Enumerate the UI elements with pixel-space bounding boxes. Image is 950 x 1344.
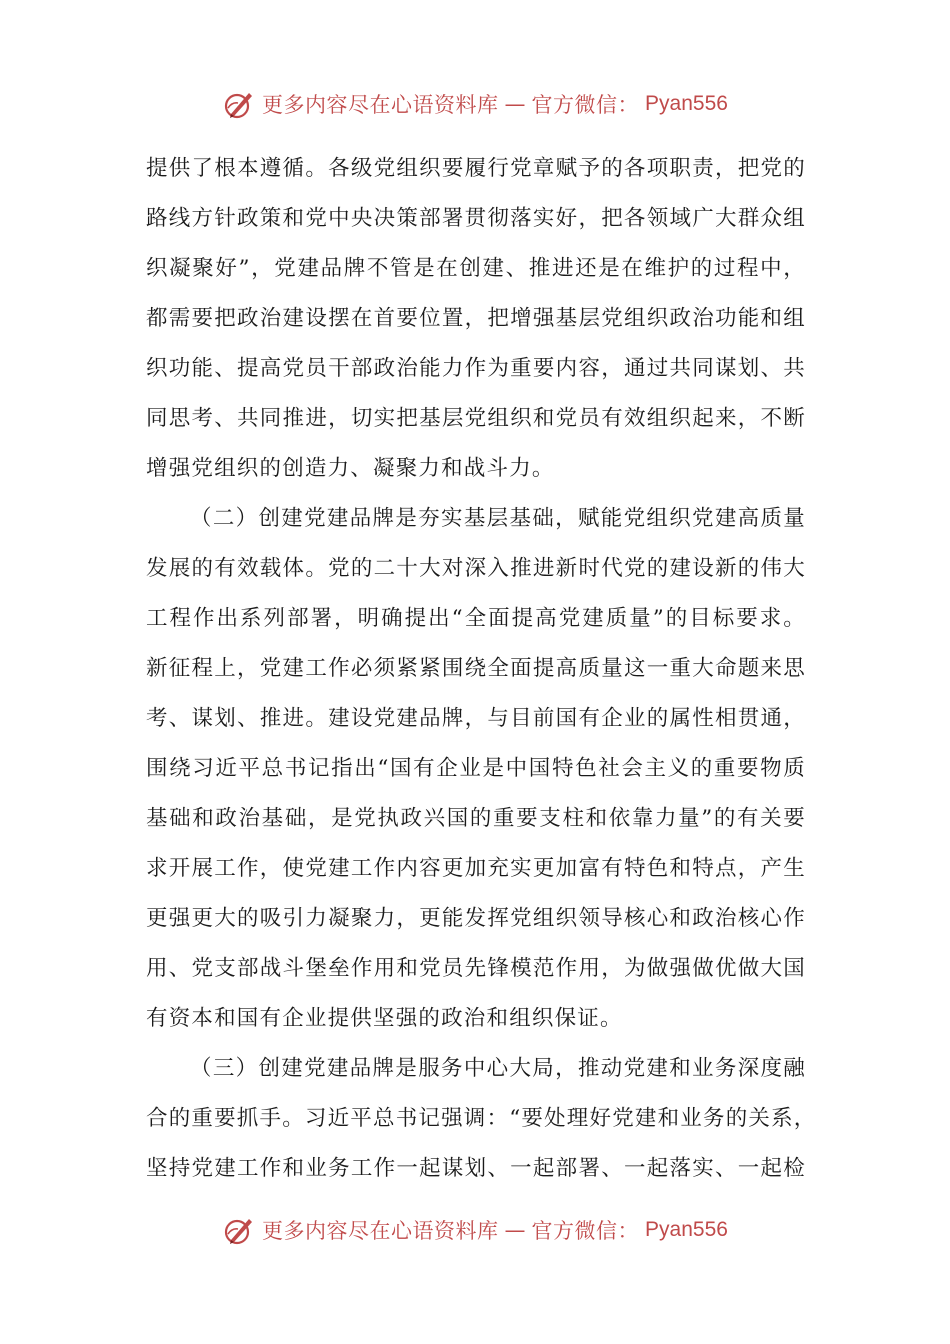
body-line: 围绕习近平总书记指出“国有企业是中国特色社会主义的重要物质 xyxy=(146,756,806,781)
watermark-contact-text: 官方微信： xyxy=(531,93,640,117)
body-line: 同思考、共同推进，切实把基层党组织和党员有效组织起来，不断 xyxy=(146,406,806,431)
body-line: 路线方针政策和党中央决策部署贯彻落实好，把各领域广大群众组 xyxy=(146,206,806,231)
body-line: 坚持党建工作和业务工作一起谋划、一起部署、一起落实、一起检 xyxy=(146,1156,806,1181)
body-line: 织凝聚好”，党建品牌不管是在创建、推进还是在维护的过程中， xyxy=(146,256,806,281)
body-line: 提供了根本遵循。各级党组织要履行党章赋予的各项职责，把党的 xyxy=(146,156,806,181)
body-line: 有资本和国有企业提供坚强的政治和组织保证。 xyxy=(146,1006,623,1031)
body-line: （三）创建党建品牌是服务中心大局，推动党建和业务深度融 xyxy=(190,1056,806,1081)
body-line: 工程作出系列部署，明确提出“全面提高党建质量”的目标要求。 xyxy=(146,606,806,631)
body-line: 增强党组织的创造力、凝聚力和战斗力。 xyxy=(146,456,555,481)
body-line: 更强更大的吸引力凝聚力，更能发挥党组织领导核心和政治核心作 xyxy=(146,906,806,931)
watermark-footer xyxy=(0,1210,950,1250)
watermark-separator: — xyxy=(504,1218,526,1242)
body-line: 新征程上，党建工作必须紧紧围绕全面提高质量这一重大命题来思 xyxy=(146,656,806,681)
pen-circle-icon xyxy=(222,1213,256,1247)
document-body xyxy=(146,144,817,1194)
watermark-header xyxy=(0,84,950,124)
watermark-separator: — xyxy=(504,92,526,116)
watermark-contact-text: 官方微信： xyxy=(531,1219,640,1243)
body-line: 基础和政治基础，是党执政兴国的重要支柱和依靠力量”的有关要 xyxy=(146,806,806,831)
body-line: （二）创建党建品牌是夯实基层基础，赋能党组织党建高质量 xyxy=(190,506,806,531)
watermark-site-text: 更多内容尽在心语资料库 xyxy=(262,93,499,117)
watermark-contact-id: Pyan556 xyxy=(645,1218,728,1241)
watermark-site-text: 更多内容尽在心语资料库 xyxy=(262,1219,499,1243)
pen-circle-icon xyxy=(222,87,256,121)
body-line: 合的重要抓手。习近平总书记强调：“要处理好党建和业务的关系， xyxy=(146,1106,817,1131)
watermark-contact-id: Pyan556 xyxy=(645,92,728,115)
body-line: 求开展工作，使党建工作内容更加充实更加富有特色和特点，产生 xyxy=(146,856,806,881)
body-line: 用、党支部战斗堡垒作用和党员先锋模范作用，为做强做优做大国 xyxy=(146,956,806,981)
body-line: 织功能、提高党员干部政治能力作为重要内容，通过共同谋划、共 xyxy=(146,356,806,381)
body-line: 考、谋划、推进。建设党建品牌，与目前国有企业的属性相贯通， xyxy=(146,706,806,731)
body-line: 都需要把政治建设摆在首要位置，把增强基层党组织政治功能和组 xyxy=(146,306,806,331)
body-line: 发展的有效载体。党的二十大对深入推进新时代党的建设新的伟大 xyxy=(146,556,806,581)
